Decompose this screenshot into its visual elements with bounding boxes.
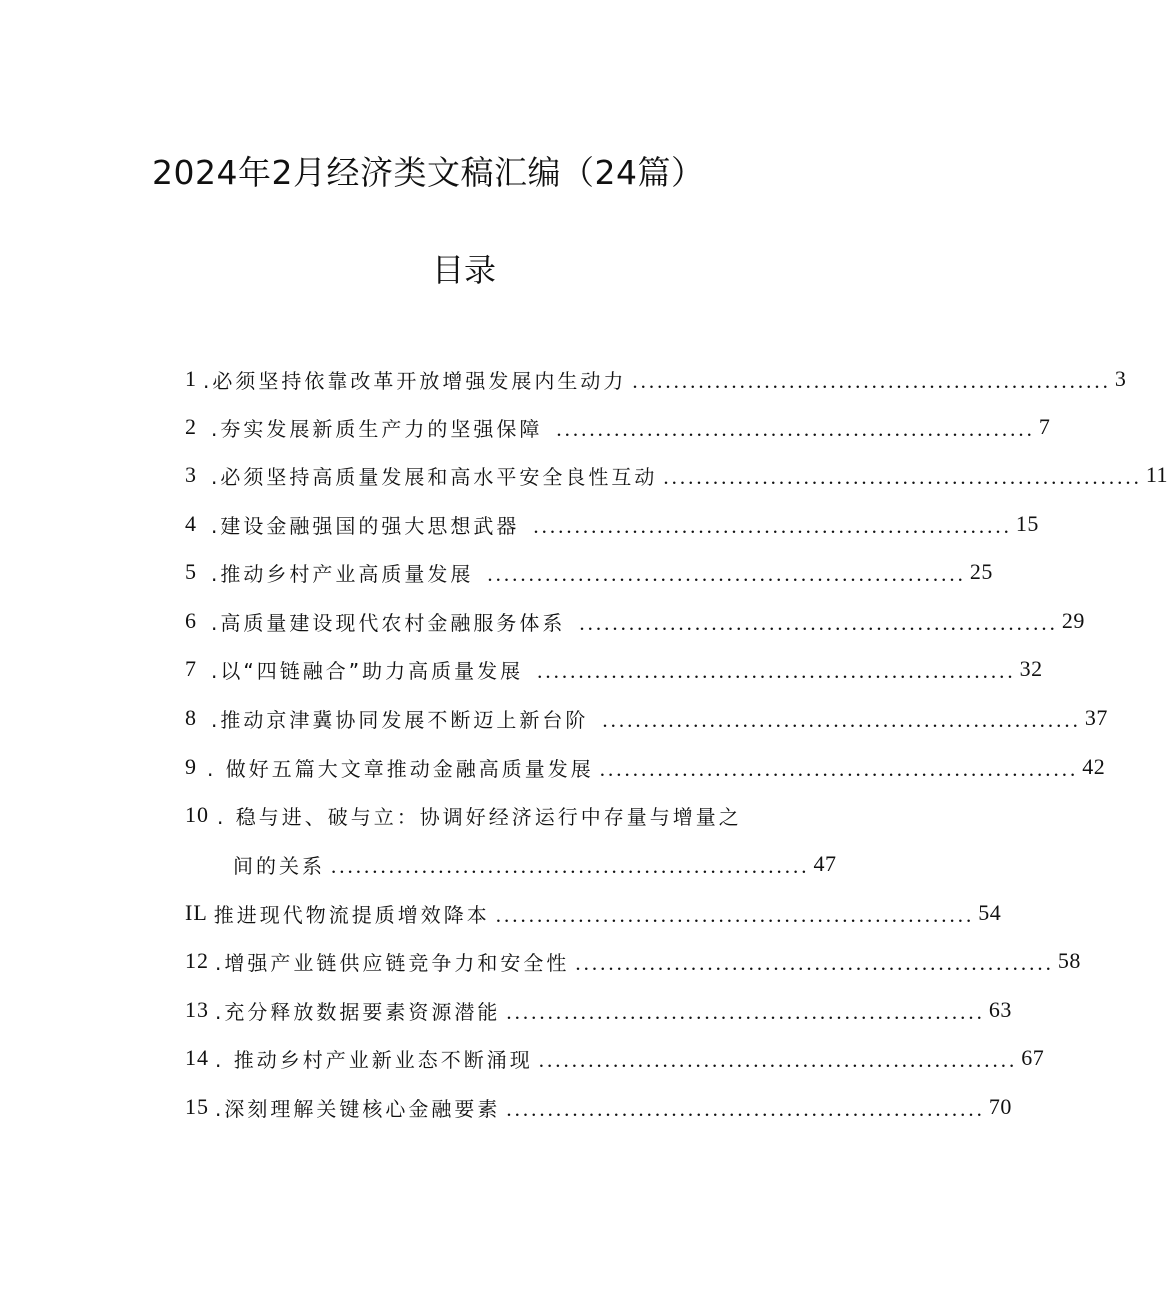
toc-dot-leader: .......................................................... xyxy=(632,368,1111,393)
toc-entry-title: .推动京津冀协同发展不断迈上新台阶 xyxy=(211,707,589,732)
toc-entry-title: .推动乡村产业高质量发展 xyxy=(211,561,474,586)
toc-entry-title: .充分释放数据要素资源潜能 xyxy=(215,999,501,1024)
toc-entry-title: .必须坚持高质量发展和高水平安全良性互动 xyxy=(211,464,658,489)
toc-entry-title: .深刻理解关键核心金融要素 xyxy=(215,1096,501,1121)
toc-entry-page: 11 xyxy=(1145,462,1168,487)
toc-entry-continuation[interactable] xyxy=(233,849,837,879)
toc-entry-title: .夯实发展新质生产力的坚强保障 xyxy=(211,416,543,441)
toc-entry-number: 3 xyxy=(185,462,197,487)
toc-entry-title: .建设金融强国的强大思想武器 xyxy=(211,513,520,538)
toc-dot-leader: .......................................................... xyxy=(663,464,1142,489)
toc-dot-leader: .......................................................... xyxy=(602,707,1081,732)
toc-entry[interactable] xyxy=(185,364,1127,394)
toc-entry-page: 70 xyxy=(988,1094,1012,1119)
toc-entry-number: 1 xyxy=(185,366,197,391)
toc-dot-leader: .......................................................... xyxy=(537,658,1016,683)
toc-entry[interactable] xyxy=(185,1043,1045,1073)
toc-entry-page: 7 xyxy=(1038,414,1051,439)
toc-entry-page: 3 xyxy=(1114,366,1127,391)
toc-entry[interactable] xyxy=(185,898,1002,928)
toc-entry-title: .必须坚持依靠改革开放增强发展内生动力 xyxy=(203,368,627,393)
toc-entry-number: 14 xyxy=(185,1045,209,1070)
toc-entry[interactable] xyxy=(185,654,1043,684)
toc-entry[interactable] xyxy=(185,557,993,587)
toc-entry-number: 4 xyxy=(185,511,197,536)
toc-entry-number: 8 xyxy=(185,705,197,730)
toc-entry-title: .增强产业链供应链竞争力和安全性 xyxy=(215,950,570,975)
toc-entry-number: 15 xyxy=(185,1094,209,1119)
toc-entry-page: 15 xyxy=(1015,511,1039,536)
toc-heading: 目录 xyxy=(432,251,497,289)
document-title: 2024年2月经济类文稿汇编（24篇） xyxy=(152,153,705,192)
toc-entry-number: 9 xyxy=(185,754,197,779)
toc-entry[interactable] xyxy=(185,412,1051,442)
toc-entry[interactable] xyxy=(185,946,1081,976)
toc-entry-number: 6 xyxy=(185,608,197,633)
toc-entry[interactable] xyxy=(185,460,1168,490)
toc-entry-number: 12 xyxy=(185,948,209,973)
toc-entry-page: 37 xyxy=(1084,705,1108,730)
toc-dot-leader: .......................................................... xyxy=(506,999,985,1024)
toc-dot-leader: .......................................................... xyxy=(533,513,1012,538)
toc-dot-leader: .......................................................... xyxy=(575,950,1054,975)
toc-entry-title: . 做好五篇大文章推动金融高质量发展 xyxy=(207,756,594,781)
toc-entry-page: 47 xyxy=(813,851,837,876)
toc-entry-number: 10 xyxy=(185,802,209,827)
toc-entry[interactable] xyxy=(185,606,1085,636)
toc-entry-number: IL xyxy=(185,900,208,925)
toc-entry[interactable] xyxy=(185,752,1106,782)
toc-entry-page: 32 xyxy=(1019,656,1043,681)
toc-entry-page: 63 xyxy=(988,997,1012,1022)
toc-entry[interactable] xyxy=(185,995,1012,1025)
table-of-contents xyxy=(185,0,1168,1301)
toc-entry-page: 25 xyxy=(969,559,993,584)
toc-entry-page: 58 xyxy=(1057,948,1081,973)
toc-entry[interactable] xyxy=(185,509,1039,539)
toc-dot-leader: .......................................................... xyxy=(506,1096,985,1121)
toc-entry-page: 29 xyxy=(1061,608,1085,633)
toc-dot-leader: .......................................................... xyxy=(556,416,1035,441)
toc-dot-leader: .......................................................... xyxy=(538,1047,1018,1072)
toc-entry-number: 7 xyxy=(185,656,197,681)
toc-dot-leader: .......................................................... xyxy=(487,561,966,586)
toc-entry-page: 42 xyxy=(1082,754,1106,779)
toc-entry[interactable] xyxy=(185,800,773,830)
toc-entry[interactable] xyxy=(185,703,1108,733)
toc-entry-number: 13 xyxy=(185,997,209,1022)
toc-entry-page: 67 xyxy=(1021,1045,1045,1070)
toc-entry-number: 2 xyxy=(185,414,197,439)
toc-entry[interactable] xyxy=(185,1092,1012,1122)
toc-entry-title: . 推动乡村产业新业态不断涌现 xyxy=(215,1047,533,1072)
toc-entry-title-continued: 间的关系 xyxy=(233,853,325,878)
toc-entry-number: 5 xyxy=(185,559,197,584)
toc-dot-leader: .......................................................... xyxy=(579,610,1058,635)
toc-entry-title: .以“四链融合”助力高质量发展 xyxy=(211,658,524,683)
toc-dot-leader: .......................................................... xyxy=(331,853,810,878)
toc-entry-title: .高质量建设现代农村金融服务体系 xyxy=(211,610,566,635)
toc-entry-title: 推进现代物流提质增效降本 xyxy=(213,902,490,927)
toc-dot-leader: .......................................................... xyxy=(495,902,975,927)
toc-entry-title: . 稳与进、破与立：协调好经济运行中存量与增量之 xyxy=(217,804,742,829)
toc-dot-leader: .......................................................... xyxy=(599,756,1079,781)
toc-entry-page: 54 xyxy=(978,900,1002,925)
